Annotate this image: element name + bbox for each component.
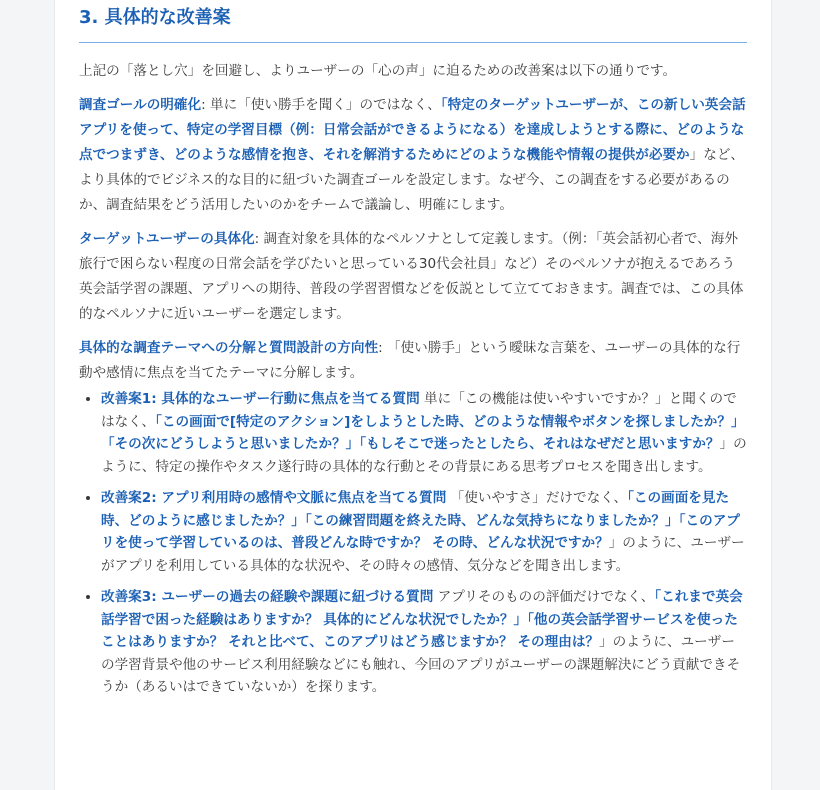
theme-text: : 「使い勝手」という曖昧な言葉を、ユーザーの具体的な行動や感情に焦点を当てたテーマに分解します。 (79, 340, 741, 381)
item-question: 「この画面で[特定のアクション]をしようとした時、どのような情報やボタンを探しましたか？」「その次にどうしようと思いましたか？」「もしそこで迷ったとしたら、それはなぜだと思いますか？ (101, 413, 745, 452)
target-label: ターゲットユーザーの具体化 (79, 231, 255, 247)
section-heading: 3. 具体的な改善案 (79, 7, 231, 28)
list-item (101, 487, 747, 577)
item-question: 「これまで英会話学習で困った経験はありますか？ 具体的にどんな状況でしたか？」「他の英会話学習サービスを使ったことはありますか？ それと比べて、このアプリはどう感じますか？ その理由は？ (101, 589, 743, 650)
item-question: 「この画面を見た時、どのように感じましたか？」「この練習問題を終えた時、どんな気持ちになりましたか？」「このアプリを使って学習しているのは、普段どんな時ですか？ その時、どんな状況ですか？ (101, 490, 740, 551)
list-item (101, 388, 747, 478)
goal-text-1: : 単に「使い勝手を聞く」のではなく、 (201, 97, 441, 113)
content-card (54, 0, 772, 790)
theme-paragraph (79, 336, 747, 386)
theme-label: 具体的な調査テーマへの分解と質問設計の方向性 (79, 340, 379, 356)
item-text-2: 」のように、特定の操作やタスク遂行時の具体的な行動とその背景にある思考プロセスを聞き出します。 (101, 436, 747, 475)
item-text-2: 」のように、ユーザーの学習背景や他のサービス利用経験などにも触れ、今回のアプリがユーザーの課題解決にどう貢献できそうか（あるいはできていないか）を探ります。 (101, 634, 741, 695)
goal-label: 調査ゴールの明確化 (79, 97, 202, 113)
intro-paragraph: 上記の「落とし穴」を回避し、よりユーザーの「心の声」に迫るための改善案は以下の通りです。 (79, 63, 677, 79)
item-title: 改善案3: ユーザーの過去の経験や課題に紐づける質問 (101, 589, 434, 605)
item-title: 改善案1: 具体的なユーザー行動に焦点を当てる質問 (101, 391, 420, 407)
improvement-list (79, 388, 747, 699)
goal-text-2: 」など、より具体的でビジネス的な目的に紐づいた調査ゴールを設定します。なぜ今、この調査をする必要があるのか、調査結果をどう活用したいのかをチームで議論し、明確にします。 (79, 147, 745, 213)
goal-emphasis: 「特定のターゲットユーザーが、この新しい英会話アプリを使って、特定の学習目標（例：日常会話ができるようになる）を達成しようとする際に、どのような点でつまずき、どのような感情を抱き、それを解消するためにどのような機能や情報の提供が必要か (79, 97, 746, 163)
item-title: 改善案2: アプリ利用時の感情や文脈に焦点を当てる質問 (101, 490, 447, 506)
target-paragraph (79, 227, 747, 327)
item-text-1: 「使いやすさ」だけでなく、 (446, 490, 628, 506)
target-text: : 調査対象を具体的なペルソナとして定義します。（例：「英会話初心者で、海外旅行で困らない程度の日常会話を学びたいと思っている30代会社員」など）そのペルソナが抱えるであろう英会話学習の課題、アプリへの期待、普段の学習習慣などを仮説として立てておきます。調査では、この具体的なペルソナに近いユーザーを選定します。 (79, 231, 744, 322)
heading-divider (79, 42, 747, 43)
item-text-1: アプリそのものの評価だけでなく、 (433, 589, 655, 605)
item-text-1: 単に「この機能は使いやすいですか？」と聞くのではなく、 (101, 391, 737, 430)
list-item (101, 586, 747, 699)
item-text-2: 」のように、ユーザーがアプリを利用している具体的な状況や、その時々の感情、気分などを聞き出します。 (101, 535, 745, 574)
goal-paragraph (79, 93, 747, 218)
